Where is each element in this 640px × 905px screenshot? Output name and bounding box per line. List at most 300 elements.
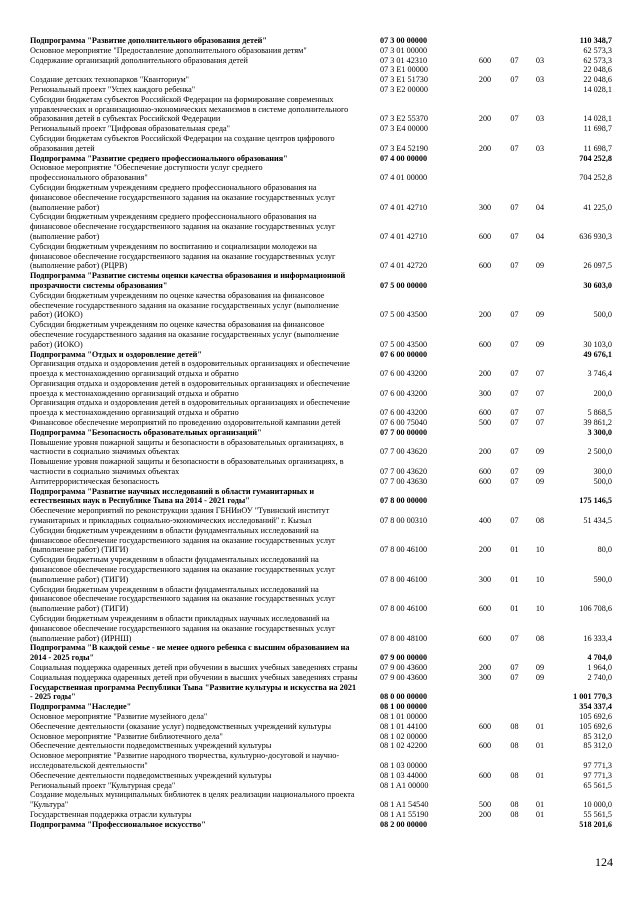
row-rz: 07 bbox=[510, 672, 519, 682]
table-row bbox=[30, 85, 612, 95]
row-sum: 500,0 bbox=[593, 476, 612, 486]
row-vr: 600 bbox=[478, 476, 492, 486]
row-sum: 518 201,6 bbox=[579, 819, 612, 829]
table-row bbox=[30, 565, 612, 575]
row-pr: 03 bbox=[535, 75, 545, 85]
table-row bbox=[30, 761, 612, 771]
table-row bbox=[30, 506, 612, 516]
row-sum: 30 603,0 bbox=[583, 280, 612, 290]
row-rz: 07 bbox=[510, 388, 519, 398]
row-vr: 600 bbox=[478, 55, 492, 65]
row-rz: 08 bbox=[510, 809, 519, 819]
row-name: частности в социально значимых объектах bbox=[30, 447, 180, 457]
row-code: 08 1 02 42200 bbox=[380, 741, 428, 751]
table-row bbox=[30, 320, 612, 330]
table-row bbox=[30, 457, 612, 467]
row-name: (выполнение работ) bbox=[30, 202, 100, 212]
row-name: обеспечение государственного задания на оказание государственных услуг (выполнение bbox=[30, 329, 339, 339]
table-row bbox=[30, 36, 612, 46]
table-row bbox=[30, 555, 612, 565]
row-sum: 11 698,7 bbox=[583, 143, 612, 153]
table-row bbox=[30, 173, 612, 183]
row-code: 08 1 A1 54540 bbox=[380, 800, 429, 810]
row-code: 07 8 00 46100 bbox=[380, 604, 428, 614]
row-name: (выполнение работ) (ТИГИ) bbox=[30, 604, 129, 614]
table-row bbox=[30, 663, 612, 673]
row-code: 08 1 03 44000 bbox=[380, 770, 428, 780]
row-code: 07 4 01 42720 bbox=[380, 261, 428, 271]
table-row bbox=[30, 751, 612, 761]
row-code: 07 8 00 00000 bbox=[380, 496, 428, 506]
table-row bbox=[30, 163, 612, 173]
row-vr: 200 bbox=[478, 75, 492, 85]
row-pr: 07 bbox=[535, 418, 545, 428]
table-row bbox=[30, 575, 612, 585]
row-vr: 600 bbox=[478, 231, 492, 241]
row-pr: 04 bbox=[535, 231, 545, 241]
row-code: 08 1 02 00000 bbox=[380, 731, 428, 741]
row-vr: 600 bbox=[478, 770, 492, 780]
row-name: (выполнение работ) (ИРНШ) bbox=[30, 633, 132, 643]
row-rz: 07 bbox=[510, 75, 519, 85]
row-name: Антитеррористическая безопасность bbox=[30, 476, 160, 486]
row-vr: 200 bbox=[478, 310, 492, 320]
row-name: Субсидии бюджетам субъектов Российской Федерации на формирование современных bbox=[30, 94, 334, 104]
row-name: естественных наук в Республике Тыва на 2014 - 2021 годы" bbox=[30, 496, 250, 506]
row-vr: 600 bbox=[478, 261, 492, 271]
row-sum: 62 573,3 bbox=[583, 55, 612, 65]
row-sum: 175 146,5 bbox=[579, 496, 612, 506]
row-code: 07 4 01 42710 bbox=[380, 231, 428, 241]
row-name: Подпрограмма "Развитие среднего профессионального образования" bbox=[30, 153, 288, 163]
row-vr: 200 bbox=[478, 143, 492, 153]
row-sum: 26 097,5 bbox=[583, 261, 612, 271]
budget-table bbox=[30, 36, 612, 830]
row-rz: 07 bbox=[510, 310, 519, 320]
row-sum: 22 048,6 bbox=[583, 65, 612, 75]
row-name: Субсидии бюджетным учреждениям среднего профессионального образования на bbox=[30, 212, 317, 222]
row-name: Субсидии бюджетным учреждениям в области прикладных научных исследований на bbox=[30, 614, 330, 624]
row-name: Государственная программа Республики Тыва "Развитие культуры и искусства на 2021 bbox=[30, 682, 357, 692]
row-name: работ) (ИОКО) bbox=[30, 339, 83, 349]
table-row bbox=[30, 124, 612, 134]
page-number: 124 bbox=[595, 855, 613, 869]
table-row bbox=[30, 369, 612, 379]
row-sum: 14 028,1 bbox=[583, 84, 612, 94]
row-pr: 10 bbox=[535, 604, 545, 614]
row-name: гуманитарных и прикладных социально-экономических исследований" г. Кызыл bbox=[30, 516, 312, 526]
table-row bbox=[30, 291, 612, 301]
row-code: 07 5 00 43500 bbox=[380, 310, 428, 320]
row-code: 07 4 01 00000 bbox=[380, 173, 428, 183]
table-row bbox=[30, 624, 612, 634]
table-row bbox=[30, 781, 612, 791]
row-name: финансовое обеспечение государственного задания на оказание государственных услуг bbox=[30, 623, 336, 633]
row-sum: 704 252,8 bbox=[579, 173, 612, 183]
row-code: 07 9 00 43600 bbox=[380, 672, 428, 682]
row-code: 07 5 00 43500 bbox=[380, 339, 428, 349]
row-name: "Культура" bbox=[30, 800, 69, 810]
row-code: 07 7 00 43620 bbox=[380, 447, 428, 457]
table-row bbox=[30, 800, 612, 810]
row-pr: 09 bbox=[535, 663, 545, 672]
row-code: 07 8 00 46100 bbox=[380, 574, 428, 584]
row-rz: 07 bbox=[510, 55, 519, 65]
row-pr: 09 bbox=[535, 467, 545, 477]
row-sum: 22 048,6 bbox=[583, 75, 612, 85]
row-code: 07 7 00 43630 bbox=[380, 476, 428, 486]
row-name: Создание детских технопарков "Кванториум" bbox=[30, 75, 189, 85]
row-name: Субсидии бюджетным учреждениям в области фундаментальных исследований на bbox=[30, 584, 319, 594]
table-row bbox=[30, 585, 612, 595]
row-name: Подпрограмма "Развитие научных исследований в области гуманитарных и bbox=[30, 486, 315, 496]
row-name: Субсидии бюджетным учреждениям среднего профессионального образования на bbox=[30, 182, 317, 192]
row-vr: 200 bbox=[478, 369, 492, 379]
row-name: Субсидии бюджетным учреждениям в области фундаментальных исследований на bbox=[30, 555, 319, 565]
row-name: Подпрограмма "Развитие дополнительного образования детей" bbox=[30, 36, 267, 45]
row-rz: 01 bbox=[510, 574, 519, 584]
row-pr: 04 bbox=[535, 202, 545, 212]
row-vr: 600 bbox=[478, 633, 492, 643]
row-code: 08 0 00 00000 bbox=[380, 692, 428, 702]
table-row bbox=[30, 330, 612, 340]
row-name: Организация отдыха и оздоровления детей в оздоровительных организациях и обеспечение bbox=[30, 359, 350, 369]
row-sum: 5 868,5 bbox=[587, 408, 612, 418]
row-sum: 80,0 bbox=[597, 545, 612, 555]
row-sum: 590,0 bbox=[593, 574, 612, 584]
row-sum: 85 312,0 bbox=[583, 741, 612, 751]
row-rz: 07 bbox=[510, 339, 519, 349]
row-name: Социальная поддержка одаренных детей при обучении в высших учебных заведениях страны bbox=[30, 663, 358, 672]
row-sum: 41 225,0 bbox=[583, 202, 612, 212]
table-row bbox=[30, 183, 612, 193]
row-pr: 10 bbox=[535, 545, 545, 555]
row-rz: 07 bbox=[510, 231, 519, 241]
row-code: 07 3 E4 52190 bbox=[380, 143, 428, 153]
row-name: Повышение уровня пожарной защиты и безопасности в образовательных организациях, в bbox=[30, 437, 344, 447]
table-row bbox=[30, 154, 612, 164]
row-name: Создание модельных муниципальных библиотек в целях реализации национального проекта bbox=[30, 790, 355, 800]
table-row bbox=[30, 712, 612, 722]
table-row bbox=[30, 350, 612, 360]
table-row bbox=[30, 340, 612, 350]
row-name: образования детей bbox=[30, 143, 95, 153]
row-code: 08 1 01 44100 bbox=[380, 721, 428, 731]
row-pr: 01 bbox=[535, 809, 545, 819]
row-sum: 300,0 bbox=[593, 467, 612, 477]
row-sum: 500,0 bbox=[593, 310, 612, 320]
row-sum: 704 252,8 bbox=[579, 153, 612, 163]
row-code: 08 2 00 00000 bbox=[380, 819, 428, 829]
row-vr: 200 bbox=[478, 809, 492, 819]
table-row bbox=[30, 359, 612, 369]
row-name: Субсидии бюджетным учреждениям по воспитанию и социализации молодежи на bbox=[30, 241, 317, 251]
row-code: 07 3 E4 00000 bbox=[380, 124, 428, 134]
row-rz: 07 bbox=[510, 202, 519, 212]
row-pr: 07 bbox=[535, 408, 545, 418]
row-name: Основное мероприятие "Обеспечение доступности услуг среднего bbox=[30, 163, 263, 173]
row-name: Государственная поддержка отрасли культуры bbox=[30, 809, 192, 819]
row-rz: 07 bbox=[510, 633, 519, 643]
row-vr: 500 bbox=[478, 800, 492, 810]
table-row bbox=[30, 526, 612, 536]
row-pr: 10 bbox=[535, 574, 545, 584]
row-name: Социальная поддержка одаренных детей при обучении в высших учебных заведениях страны bbox=[30, 672, 358, 682]
table-row bbox=[30, 105, 612, 115]
row-rz: 01 bbox=[510, 545, 519, 555]
row-code: 07 3 00 00000 bbox=[380, 36, 428, 45]
table-row bbox=[30, 820, 612, 830]
table-row bbox=[30, 252, 612, 262]
row-code: 07 6 00 00000 bbox=[380, 349, 428, 359]
table-row bbox=[30, 438, 612, 448]
table-row bbox=[30, 418, 612, 428]
row-pr: 01 bbox=[535, 800, 545, 810]
row-sum: 354 337,4 bbox=[579, 702, 612, 712]
row-code: 07 7 00 00000 bbox=[380, 427, 428, 437]
row-rz: 08 bbox=[510, 721, 519, 731]
row-name: Субсидии бюджетным учреждениям по оценке качества образования на финансовое bbox=[30, 290, 325, 300]
table-row bbox=[30, 545, 612, 555]
row-rz: 07 bbox=[510, 447, 519, 457]
row-name: - 2025 годы" bbox=[30, 692, 76, 702]
table-row bbox=[30, 428, 612, 438]
table-row bbox=[30, 692, 612, 702]
row-pr: 01 bbox=[535, 770, 545, 780]
row-sum: 85 312,0 bbox=[583, 731, 612, 741]
row-code: 07 8 00 46100 bbox=[380, 545, 428, 555]
row-name: Финансовое обеспечение мероприятий по проведению оздоровительной кампании детей bbox=[30, 418, 341, 428]
row-name: Подпрограмма "Отдых и оздоровление детей" bbox=[30, 349, 202, 359]
row-name: Подпрограмма "В каждой семье - не менее одного ребенка с высшим образованием на bbox=[30, 643, 350, 653]
row-code: 07 4 01 42710 bbox=[380, 202, 428, 212]
row-pr: 09 bbox=[535, 476, 545, 486]
row-rz: 07 bbox=[510, 467, 519, 477]
row-name: Содержание организаций дополнительного образования детей bbox=[30, 55, 248, 65]
row-sum: 636 930,3 bbox=[579, 231, 612, 241]
row-sum: 10 000,0 bbox=[583, 800, 612, 810]
row-code: 07 6 00 75040 bbox=[380, 418, 428, 428]
table-row bbox=[30, 643, 612, 653]
row-name: (выполнение работ) (ТИГИ) bbox=[30, 574, 129, 584]
row-rz: 07 bbox=[510, 663, 519, 672]
table-row bbox=[30, 95, 612, 105]
row-name: частности в социально значимых объектах bbox=[30, 467, 180, 477]
row-name: финансовое обеспечение государственного задания на оказание государственных услуг bbox=[30, 565, 336, 575]
table-row bbox=[30, 487, 612, 497]
row-code: 07 8 00 00310 bbox=[380, 516, 428, 526]
table-row bbox=[30, 389, 612, 399]
table-row bbox=[30, 594, 612, 604]
table-row bbox=[30, 634, 612, 644]
table-row bbox=[30, 477, 612, 487]
table-row bbox=[30, 379, 612, 389]
row-name: образования детей в субъектах Российской Федерации bbox=[30, 114, 221, 124]
row-vr: 600 bbox=[478, 741, 492, 751]
row-sum: 65 561,5 bbox=[583, 780, 612, 790]
row-sum: 1 964,0 bbox=[587, 663, 612, 672]
table-row bbox=[30, 203, 612, 213]
table-row bbox=[30, 673, 612, 683]
row-code: 07 3 E1 00000 bbox=[380, 65, 428, 75]
row-code: 07 3 E2 00000 bbox=[380, 84, 428, 94]
table-row bbox=[30, 810, 612, 820]
table-row bbox=[30, 702, 612, 712]
row-rz: 07 bbox=[510, 369, 519, 379]
row-rz: 08 bbox=[510, 741, 519, 751]
table-row bbox=[30, 653, 612, 663]
row-sum: 14 028,1 bbox=[583, 114, 612, 124]
row-pr: 01 bbox=[535, 741, 545, 751]
table-row bbox=[30, 281, 612, 291]
table-row bbox=[30, 467, 612, 477]
row-name: Организация отдыха и оздоровления детей в оздоровительных организациях и обеспечение bbox=[30, 378, 350, 388]
row-name: Обеспечение деятельности (оказание услуг) подведомственных учреждений культуры bbox=[30, 721, 331, 731]
row-name: Подпрограмма "Безопасность образовательных организаций" bbox=[30, 427, 262, 437]
row-name: финансовое обеспечение государственного задания на оказание государственных услуг bbox=[30, 594, 336, 604]
row-sum: 51 434,5 bbox=[583, 516, 612, 526]
row-code: 08 1 00 00000 bbox=[380, 702, 428, 712]
row-code: 07 9 00 43600 bbox=[380, 663, 428, 672]
row-sum: 62 573,3 bbox=[583, 45, 612, 55]
row-name: Обеспечение мероприятий по реконструкции здания ГБНИиОУ "Тувинский институт bbox=[30, 506, 330, 516]
row-sum: 2 500,0 bbox=[587, 447, 612, 457]
row-code: 07 8 00 48100 bbox=[380, 633, 428, 643]
row-pr: 03 bbox=[535, 55, 545, 65]
row-name: Основное мероприятие "Развитие библиотечного дела" bbox=[30, 731, 223, 741]
row-name: (выполнение работ) bbox=[30, 231, 100, 241]
row-pr: 09 bbox=[535, 447, 545, 457]
table-row bbox=[30, 496, 612, 506]
row-sum: 106 708,6 bbox=[579, 604, 612, 614]
row-code: 07 9 00 00000 bbox=[380, 653, 428, 663]
row-code: 07 3 E1 51730 bbox=[380, 75, 428, 85]
row-code: 07 7 00 43620 bbox=[380, 467, 428, 477]
row-name: Обеспечение деятельности подведомственных учреждений культуры bbox=[30, 741, 272, 751]
row-pr: 08 bbox=[535, 516, 545, 526]
row-vr: 300 bbox=[478, 574, 492, 584]
table-row bbox=[30, 212, 612, 222]
row-code: 08 1 03 00000 bbox=[380, 760, 428, 770]
row-vr: 400 bbox=[478, 516, 492, 526]
row-vr: 300 bbox=[478, 672, 492, 682]
table-row bbox=[30, 114, 612, 124]
row-code: 07 4 00 00000 bbox=[380, 153, 428, 163]
row-name: проезда к местонахождению организаций отдыха и обратно bbox=[30, 369, 239, 379]
row-rz: 07 bbox=[510, 516, 519, 526]
row-code: 08 1 A1 55190 bbox=[380, 809, 429, 819]
row-sum: 4 704,0 bbox=[587, 653, 612, 663]
row-name: (выполнение работ) (РЦРВ) bbox=[30, 261, 128, 271]
table-row bbox=[30, 447, 612, 457]
table-row bbox=[30, 242, 612, 252]
row-code: 07 3 E2 55370 bbox=[380, 114, 428, 124]
table-row bbox=[30, 771, 612, 781]
row-vr: 300 bbox=[478, 388, 492, 398]
row-sum: 16 333,4 bbox=[583, 633, 612, 643]
table-row bbox=[30, 193, 612, 203]
table-row bbox=[30, 144, 612, 154]
table-row bbox=[30, 741, 612, 751]
table-row bbox=[30, 310, 612, 320]
row-pr: 09 bbox=[535, 339, 545, 349]
row-code: 07 3 01 00000 bbox=[380, 45, 428, 55]
row-name: Региональный проект "Успех каждого ребенка" bbox=[30, 84, 196, 94]
table-row bbox=[30, 56, 612, 66]
table-row bbox=[30, 46, 612, 56]
row-vr: 200 bbox=[478, 545, 492, 555]
row-name: Субсидии бюджетным учреждениям по оценке качества образования на финансовое bbox=[30, 320, 325, 330]
row-sum: 11 698,7 bbox=[583, 124, 612, 134]
row-sum: 2 740,0 bbox=[587, 672, 612, 682]
row-pr: 03 bbox=[535, 143, 545, 153]
row-pr: 09 bbox=[535, 261, 545, 271]
row-vr: 200 bbox=[478, 447, 492, 457]
row-name: Основное мероприятие "Развитие музейного дела" bbox=[30, 711, 208, 721]
row-name: финансовое обеспечение государственного задания на оказание государственных услуг bbox=[30, 535, 336, 545]
row-vr: 200 bbox=[478, 663, 492, 672]
row-name: финансовое обеспечение государственного задания на оказание государственных услуг bbox=[30, 222, 336, 232]
row-rz: 07 bbox=[510, 143, 519, 153]
table-row bbox=[30, 614, 612, 624]
row-name: Региональный проект "Цифровая образовательная среда" bbox=[30, 124, 230, 134]
table-row bbox=[30, 408, 612, 418]
row-name: 2014 - 2025 годы" bbox=[30, 653, 95, 663]
table-row bbox=[30, 261, 612, 271]
row-rz: 08 bbox=[510, 770, 519, 780]
row-name: Обеспечение деятельности подведомственных учреждений культуры bbox=[30, 770, 272, 780]
row-sum: 97 771,3 bbox=[583, 770, 612, 780]
table-row bbox=[30, 732, 612, 742]
row-sum: 105 692,6 bbox=[579, 721, 612, 731]
row-vr: 500 bbox=[478, 418, 492, 428]
table-row bbox=[30, 722, 612, 732]
row-rz: 07 bbox=[510, 476, 519, 486]
row-vr: 600 bbox=[478, 721, 492, 731]
row-sum: 3 746,4 bbox=[587, 369, 612, 379]
row-name: исследовательской деятельности" bbox=[30, 760, 148, 770]
row-sum: 39 861,2 bbox=[583, 418, 612, 428]
row-pr: 01 bbox=[535, 721, 545, 731]
row-rz: 07 bbox=[510, 408, 519, 418]
row-name: Основное мероприятие "Развитие народного творчества, культурно-досуговой и научно- bbox=[30, 751, 340, 761]
row-sum: 49 676,1 bbox=[583, 349, 612, 359]
row-sum: 97 771,3 bbox=[583, 760, 612, 770]
table-row bbox=[30, 222, 612, 232]
row-pr: 07 bbox=[535, 369, 545, 379]
row-sum: 105 692,6 bbox=[579, 711, 612, 721]
row-name: финансовое обеспечение государственного задания на оказание государственных услуг bbox=[30, 251, 336, 261]
row-name: Субсидии бюджетным учреждениям в области фундаментальных исследований на bbox=[30, 525, 319, 535]
row-vr: 600 bbox=[478, 604, 492, 614]
row-name: Организация отдыха и оздоровления детей в оздоровительных организациях и обеспечение bbox=[30, 398, 350, 408]
table-row bbox=[30, 301, 612, 311]
row-code: 07 6 00 43200 bbox=[380, 408, 428, 418]
table-row bbox=[30, 536, 612, 546]
table-row bbox=[30, 790, 612, 800]
row-name: Региональный проект "Культурная среда" bbox=[30, 780, 176, 790]
row-rz: 07 bbox=[510, 418, 519, 428]
row-code: 08 1 A1 00000 bbox=[380, 780, 429, 790]
row-name: финансовое обеспечение государственного задания на оказание государственных услуг bbox=[30, 192, 336, 202]
row-sum: 1 001 770,3 bbox=[573, 692, 612, 702]
table-row bbox=[30, 271, 612, 281]
row-rz: 01 bbox=[510, 604, 519, 614]
row-code: 07 3 01 42310 bbox=[380, 55, 428, 65]
row-code: 07 6 00 43200 bbox=[380, 369, 428, 379]
row-sum: 55 561,5 bbox=[583, 809, 612, 819]
table-row bbox=[30, 134, 612, 144]
